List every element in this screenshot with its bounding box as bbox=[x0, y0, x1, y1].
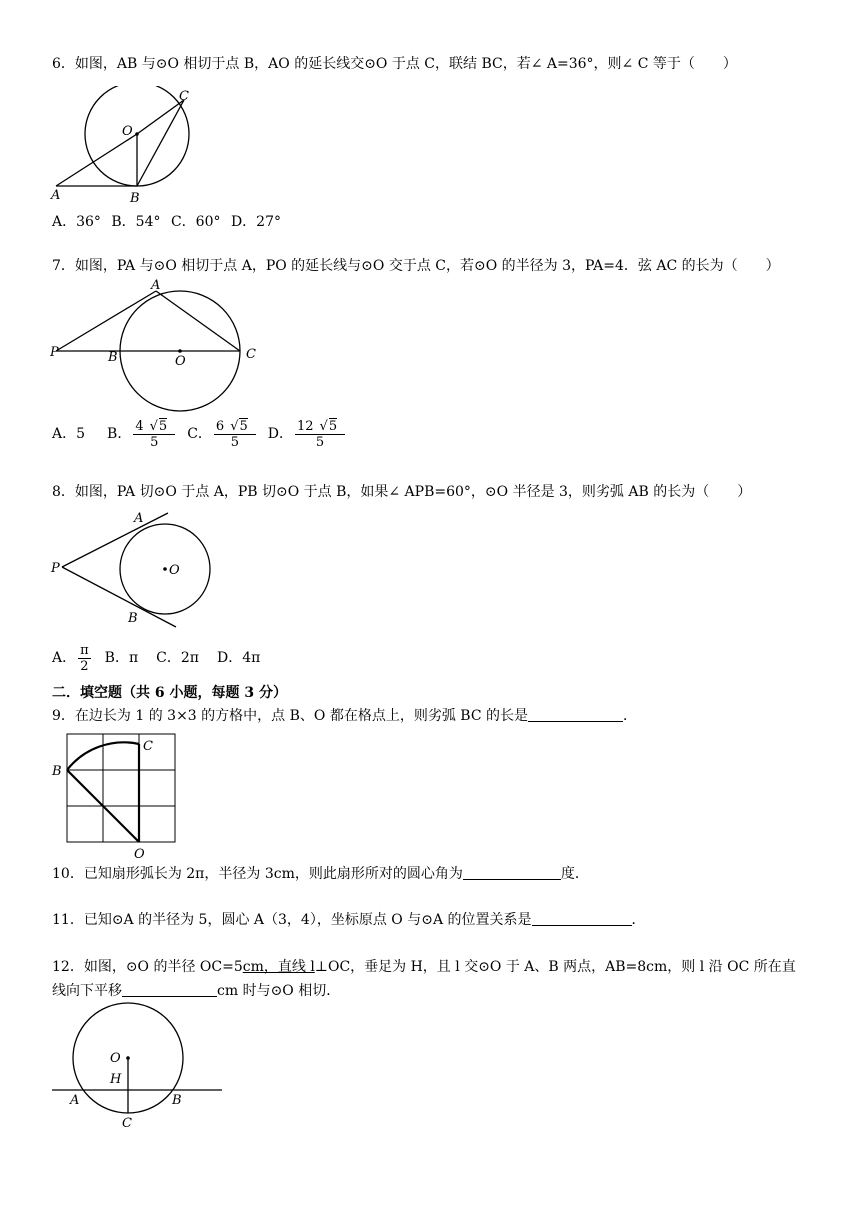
q8-label-p: P bbox=[51, 561, 60, 576]
q7-label-c: C bbox=[246, 347, 256, 362]
q10-answer-blank[interactable] bbox=[463, 865, 561, 880]
q8-label-b: B bbox=[128, 611, 138, 626]
q9-label-b: B bbox=[52, 764, 62, 779]
q9-figure bbox=[48, 728, 188, 862]
q12-figure bbox=[48, 1002, 228, 1134]
q8-figure bbox=[48, 506, 228, 628]
q7-option-d-label[interactable]: D． bbox=[267, 426, 293, 442]
q12-answer-blank[interactable] bbox=[122, 982, 217, 997]
q7-text: 7．如图，PA 与⊙O 相切于点 A，PO 的延长线与⊙O 交于点 C，若⊙O 的半径为 3，PA=4．弦 AC 的长为（ ） bbox=[52, 258, 780, 274]
q8-text: 8．如图，PA 切⊙O 于点 A，PB 切⊙O 于点 B，如果∠ APB=60°，⊙O 半径是 3，则劣弧 AB 的长为（ ） bbox=[52, 484, 752, 500]
q7-label-p: P bbox=[50, 345, 59, 360]
q8-label-a: A bbox=[134, 511, 144, 526]
q6-options bbox=[52, 213, 287, 231]
q8-options bbox=[52, 638, 266, 678]
q6-option-d[interactable]: D．27° bbox=[230, 214, 281, 230]
q7-options bbox=[52, 414, 357, 454]
q12-label-b: B bbox=[172, 1093, 182, 1108]
q11-text: 11．已知⊙A 的半径为 5，圆心 A（3，4），坐标原点 O 与⊙A 的位置关系是 ． bbox=[52, 912, 646, 928]
q12-label-h: H bbox=[110, 1072, 122, 1087]
q10-text: 10．已知扇形弧长为 2π，半径为 3cm，则此扇形所对的圆心角为 度． bbox=[52, 866, 589, 882]
q6-label-c: C bbox=[179, 89, 189, 104]
q12-line-1: 12．如图，⊙O 的半径 OC=5cm，直线 l⊥OC，垂足为 H，且 l 交⊙O 于 A、B 两点，AB=8cm，则 l 沿 OC 所在直 bbox=[52, 959, 796, 975]
q6-option-a[interactable]: A．36° bbox=[52, 214, 101, 230]
q6-label-o: O bbox=[122, 124, 133, 139]
q7-option-b-label[interactable]: B． bbox=[107, 426, 132, 442]
q9-label-c: C bbox=[143, 739, 153, 754]
q7-option-c-label[interactable]: C． bbox=[187, 426, 212, 442]
q12-label-o: O bbox=[110, 1051, 121, 1066]
q6-label-a: A bbox=[51, 188, 61, 203]
q12-label-c: C bbox=[122, 1116, 132, 1131]
q11-answer-blank[interactable] bbox=[532, 911, 632, 926]
q7-label-a: A bbox=[151, 278, 161, 293]
q7-label-o: O bbox=[175, 354, 186, 369]
q7-label-b: B bbox=[108, 350, 118, 365]
q9-answer-blank[interactable] bbox=[528, 707, 623, 722]
q6-label-b: B bbox=[130, 191, 140, 206]
q7-option-c-fraction: $\frac{6 √5}{5}$ bbox=[214, 419, 262, 450]
q8-option-d[interactable]: D．4π bbox=[217, 650, 261, 666]
q12-label-a: A bbox=[70, 1093, 80, 1108]
q8-option-c[interactable]: C．2π bbox=[156, 650, 199, 666]
q9-label-o: O bbox=[134, 847, 145, 862]
q7-option-b-fraction: $\frac{4 √5}{5}$ bbox=[133, 419, 181, 450]
q8-label-o: O bbox=[169, 563, 180, 578]
q8-option-b[interactable]: B．π bbox=[104, 650, 139, 666]
q9-text: 9．在边长为 1 的 3×3 的方格中，点 B、O 都在格点上，则劣弧 BC 的长是 ． bbox=[52, 708, 637, 724]
q12-line-2: 线向下平移 cm 时与⊙O 相切． bbox=[52, 983, 341, 999]
q7-option-d-fraction: $\frac{12 √5}{5}$ bbox=[295, 419, 351, 450]
q6-figure bbox=[48, 86, 208, 208]
q7-option-a[interactable]: A．5 bbox=[52, 426, 86, 442]
q8-option-a-label[interactable]: A． bbox=[52, 650, 77, 666]
section-fill-in-heading: 二．填空题（共 6 小题，每题 3 分） bbox=[52, 685, 287, 701]
q6-option-c[interactable]: C．60° bbox=[170, 214, 221, 230]
q6-option-b[interactable]: B．54° bbox=[111, 214, 161, 230]
q6-text: 6．如图，AB 与⊙O 相切于点 B，AO 的延长线交⊙O 于点 C，联结 BC，若∠ A=36°，则∠ C 等于（ ） bbox=[52, 56, 737, 72]
q7-figure bbox=[48, 278, 268, 412]
q8-option-a-fraction: $\frac{\pi}{2}$ bbox=[80, 642, 89, 674]
